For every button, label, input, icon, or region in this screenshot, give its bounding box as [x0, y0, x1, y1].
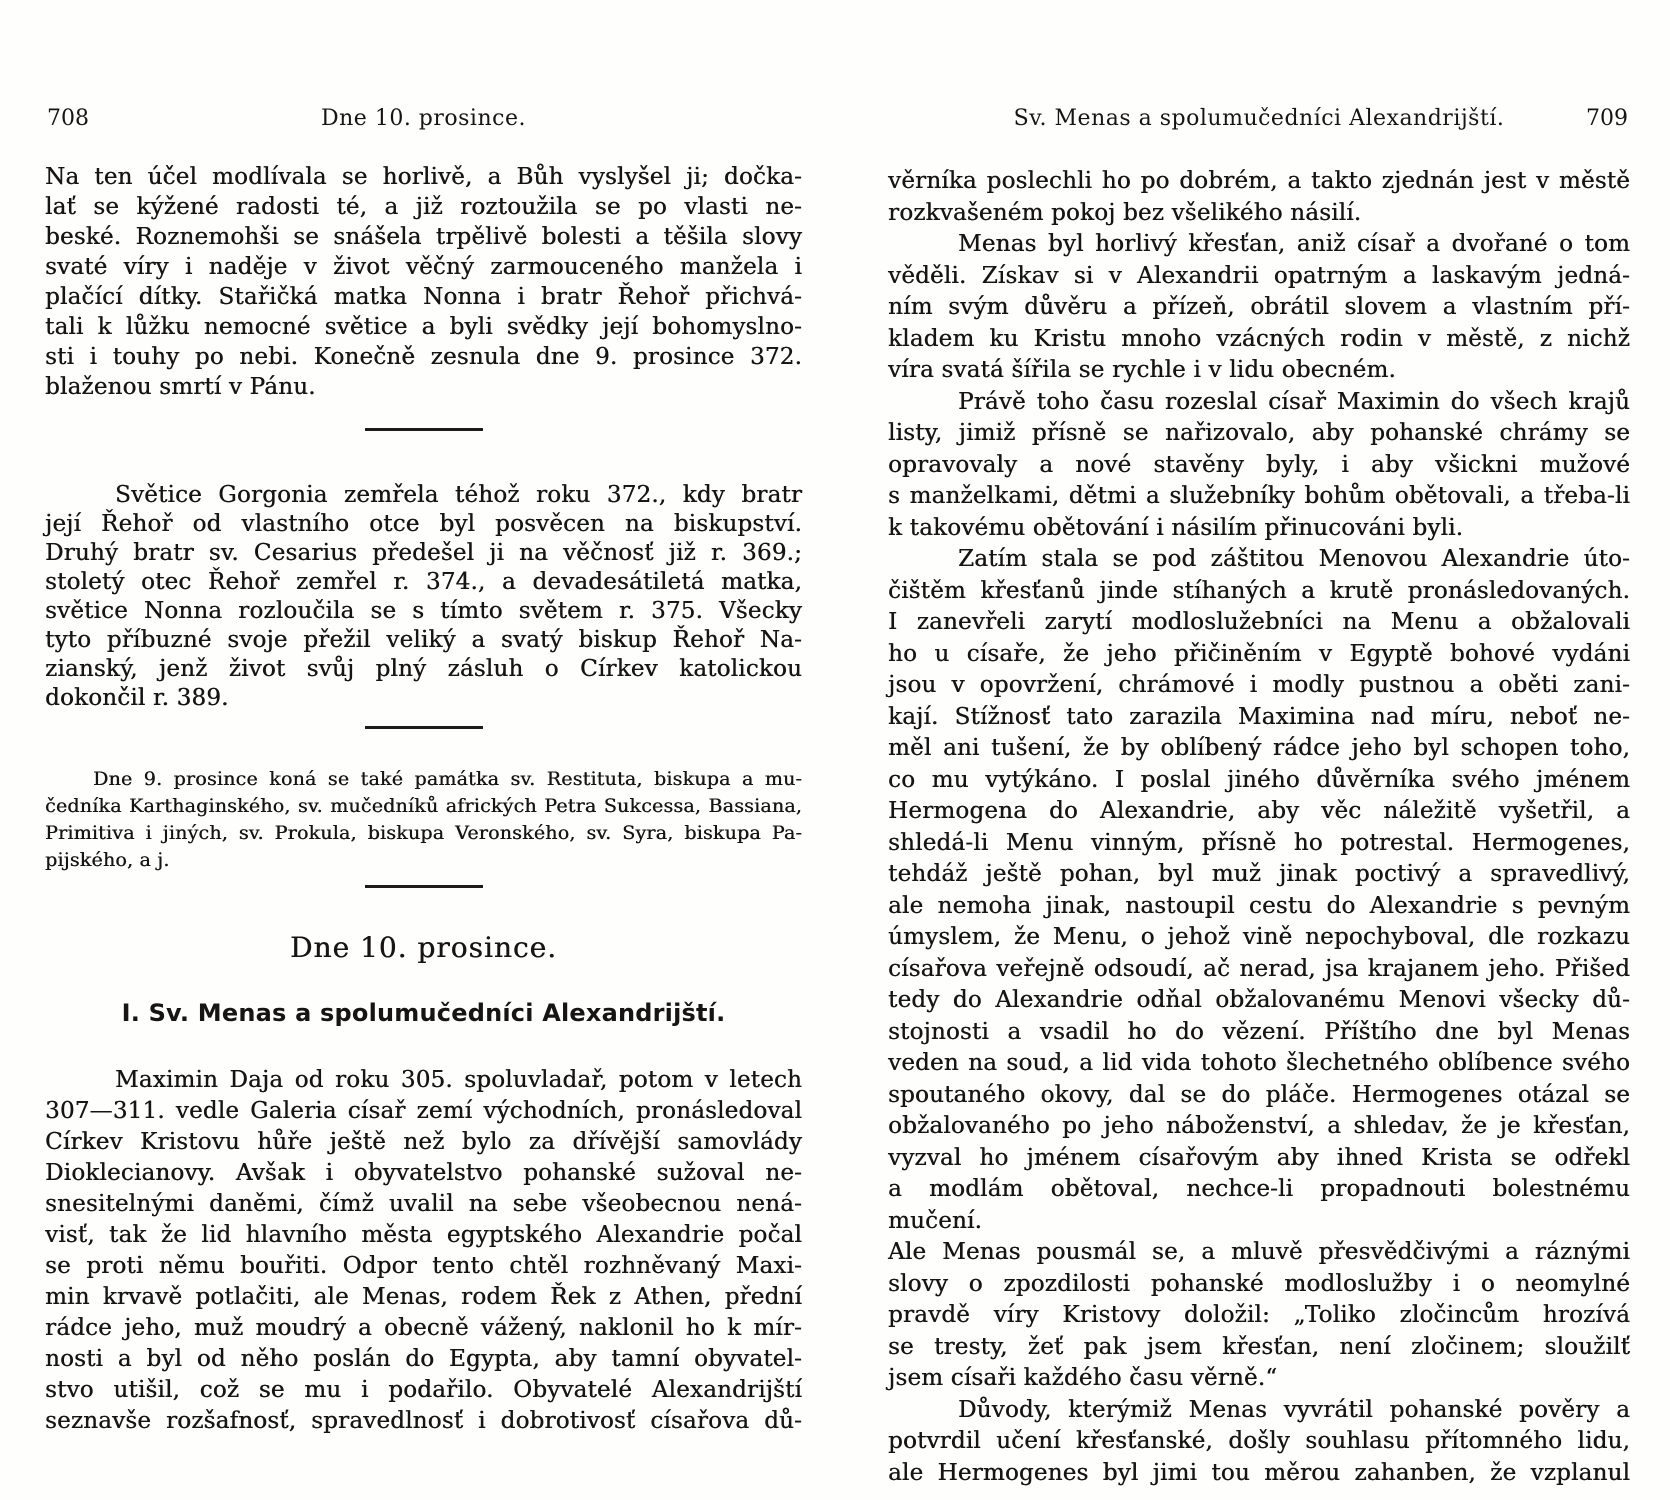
chapter-heading: I. Sv. Menas a spolumučedníci Alexandrijští.	[121, 999, 726, 1027]
text-line: ale nemoha jinak, nastoupil cestu do Alexandrie s pevným	[888, 892, 1630, 919]
text-line: ním svým důvěru a přízeň, obrátil slovem a vlastním pří-	[888, 294, 1630, 320]
text-line: tali k lůžku nemocné světice a byli svědky její bohomyslno-	[45, 314, 802, 340]
text-line: nosti a byl od něho poslán do Egypta, aby tamní obyvatel-	[45, 1346, 802, 1372]
text-line: tehdáž ještě pohan, byl muž jinak poctivý a spravedlivý,	[888, 861, 1630, 887]
text-line: a modlám obětoval, nechce-li propadnouti bolestnému mučení.	[888, 1176, 1630, 1234]
text-line: Menas byl horlivý křesťan, aniž císař a dvořané o tom	[958, 231, 1630, 257]
text-line: rozkvašeném pokoj bez všelikého násilí.	[888, 199, 1362, 226]
note-paragraph-dec9-commemorations	[45, 766, 802, 874]
text-line: tyto příbuzné svoje přežil veliký a svatý biskup Řehoř Na-	[45, 627, 802, 653]
text-line: měl ani tušení, že by oblíbený rádce jeho byl schopen toho,	[888, 735, 1630, 761]
paragraph-gorgonia-death	[45, 162, 802, 402]
text-line: Právě toho času rozeslal císař Maximin do všech krajů	[958, 388, 1630, 415]
right-running-header	[888, 106, 1630, 132]
text-line: Světice Gorgonia zemřela téhož roku 372., kdy bratr	[115, 482, 802, 508]
text-line: Druhý bratr sv. Cesarius předešel ji na věčnosť již r. 369.;	[45, 540, 802, 566]
text-line: sti i touhy po nebi. Konečně zesnula dne 9. prosince 372.	[45, 344, 802, 370]
text-line: snesitelnými daněmi, čímž uvalil na sebe všeobecnou nená-	[45, 1191, 802, 1217]
text-line: věrníka poslechli ho po dobrém, a takto zjednán jest v městě	[888, 168, 1630, 194]
paragraph-maximin-daja	[45, 1065, 802, 1437]
text-line: co mu vytýkáno. I poslal jiného důvěrníka svého jménem	[888, 766, 1630, 793]
text-line: ho u císaře, že jeho přičiněním v Egyptě bohové vydáni	[888, 640, 1630, 667]
text-line: se tresty, žeť pak jsem křesťan, není zločinem; sloužilť	[888, 1333, 1630, 1360]
paragraph-accusation-trial	[888, 544, 1630, 1395]
text-line: rádce jeho, muž moudrý a obecně vážený, naklonil ho k mír-	[45, 1315, 802, 1341]
text-line: dokončil r. 389.	[45, 685, 229, 711]
section-divider	[365, 726, 483, 729]
text-line: pravdě víry Kristovy doložil: „Toliko zločincům hrozívá	[888, 1302, 1630, 1328]
text-line: s manželkami, dětmi a služebníky bohům obětovali, a třeba-li	[888, 483, 1630, 509]
text-line: kladem ku Kristu mnoho vzácných rodin v městě, z nichž	[888, 325, 1630, 352]
text-line: tedy do Alexandrie odňal obžalovanému Menovi všecky dů-	[888, 987, 1630, 1013]
right-page-number: 709	[1586, 106, 1628, 131]
text-line: světice Nonna rozloučila se s tímto světem r. 375. Všecky	[45, 598, 802, 624]
text-line: víra svatá šířila se rychle i v lidu obecném.	[888, 357, 1396, 383]
text-line: pijského, a j.	[45, 849, 170, 871]
text-line: jsem císaři každého času věrně.“	[888, 1365, 1278, 1391]
text-line: lať se kýžené radosti té, a již roztoužila se po vlasti ne-	[45, 194, 802, 220]
text-line: plačící dítky. Stařičká matka Nonna i bratr Řehoř přichvá-	[45, 284, 802, 310]
left-running-title: Dne 10. prosince.	[321, 106, 526, 131]
left-page	[45, 0, 802, 1437]
text-line: 307—311. vedle Galeria císař zemí východních, pronásledoval	[45, 1098, 802, 1124]
text-line: slovy o zpozdilosti pohanské modloslužby i o neomylné	[888, 1270, 1630, 1297]
text-line: Primitiva i jiných, sv. Prokula, biskupa Veronského, sv. Syra, biskupa Pa-	[45, 822, 802, 844]
text-line: Církev Kristovu hůře ještě než bylo za dřívější samovlády	[45, 1129, 802, 1155]
date-heading: Dne 10. prosince.	[289, 931, 558, 964]
section-divider	[365, 428, 483, 431]
text-line: k takovému obětování i násilím přinucováni byli.	[888, 514, 1464, 541]
text-line: svaté víry i naděje v život věčný zarmouceného manžela i	[45, 254, 802, 280]
text-line: Maximin Daja od roku 305. spoluvladař, potom v letech	[115, 1067, 802, 1093]
paragraph-maximin-edicts	[888, 387, 1630, 545]
text-line: Zatím stala se pod záštitou Menovou Alexandrie úto-	[958, 546, 1630, 572]
text-line: se proti němu bouřiti. Odpor tento chtěl rozhněvaný Maxi-	[45, 1253, 802, 1279]
text-line: veden na soud, a lid vida tohoto šlechetného oblíbence svého	[888, 1050, 1630, 1076]
text-line: obžalovaného po jeho náboženství, a shledav, že je křesťan,	[888, 1113, 1630, 1139]
text-line: Dne 9. prosince koná se také památka sv. Restituta, biskupa a mu-	[93, 768, 802, 790]
text-line: její Řehoř od vlastního otce byl posvěcen na biskupství.	[45, 511, 802, 537]
text-line: ale Hermogenes byl jimi tou měrou zahanben, že vzplanul	[888, 1459, 1630, 1486]
right-page	[888, 0, 1630, 1489]
paragraph-gorgonia-family	[45, 481, 802, 713]
text-line: čištěm křesťanů jinde stíhaných a krutě pronásledovaných.	[888, 577, 1630, 604]
text-line: Dioklecianovy. Avšak i obyvatelstvo pohanské sužoval ne-	[45, 1160, 802, 1186]
right-running-title: Sv. Menas a spolumučedníci Alexandrijští.	[1013, 106, 1505, 131]
text-line: blaženou smrtí v Pánu.	[45, 374, 316, 400]
text-line: stvo utišil, což se mu i podařilo. Obyvatelé Alexandrijští	[45, 1377, 802, 1403]
paragraph-city-peace	[888, 166, 1630, 229]
paragraph-menas-christian	[888, 229, 1630, 387]
text-line: min krvavě potlačiti, ale Menas, rodem Řek z Athen, přední	[45, 1284, 802, 1310]
paragraph-hermogenes-shamed	[888, 1395, 1630, 1490]
text-line: stoletý otec Řehoř zemřel r. 374., a devadesátiletá matka,	[45, 569, 802, 595]
text-line: stojnosti a vsadil ho do vězení. Příštího dne byl Menas	[888, 1018, 1630, 1045]
text-line: opravovaly a nové stavěny byly, i aby všickni mužové	[888, 451, 1630, 478]
text-line: I zanevřeli zarytí modloslužebníci na Menu a obžalovali	[888, 609, 1630, 635]
text-line: věděli. Získav si v Alexandrii opatrným a laskavým jedná-	[888, 262, 1630, 289]
section-divider	[365, 885, 483, 888]
text-line: visť, tak že lid hlavního města egyptského Alexandrie počal	[45, 1222, 802, 1248]
text-line: Ale Menas pousmál se, a mluvě přesvědčivými a ráznými	[888, 1239, 1630, 1265]
text-line: vyzval ho jménem císařovým aby ihned Krista se odřekl	[888, 1144, 1630, 1171]
text-line: úmyslem, že Menu, o jehož vině nepochyboval, dle rozkazu	[888, 924, 1630, 950]
text-line: císařova veřejně odsoudí, ač nerad, jsa krajanem jeho. Přišed	[888, 955, 1630, 982]
text-line: Na ten účel modlívala se horlivě, a Bůh vyslyšel ji; dočka-	[45, 164, 802, 190]
text-line: kají. Stížnosť tato zarazila Maximina nad míru, neboť ne-	[888, 703, 1630, 730]
text-line: Hermogena do Alexandrie, aby věc náležitě vyšetřil, a	[888, 798, 1630, 824]
text-line: listy, jimiž přísně se nařizovalo, aby pohanské chrámy se	[888, 420, 1630, 446]
text-line: seznavše rozšafnosť, spravedlnosť i dobrotivosť císařova dů-	[45, 1408, 802, 1434]
text-line: zianský, jenž život svůj plný zásluh o Církev katolickou	[45, 656, 802, 682]
text-line: spoutaného okovy, dal se do pláče. Hermogenes otázal se	[888, 1081, 1630, 1108]
text-line: jsou v opovržení, chrámové i modly pustnou a oběti zani-	[888, 672, 1630, 698]
text-line: Důvody, kterýmiž Menas vyvrátil pohanské pověry a	[958, 1396, 1630, 1423]
left-running-header	[45, 106, 802, 132]
text-line: shledá-li Menu vinným, přísně ho potrestal. Hermogenes,	[888, 829, 1630, 856]
text-line: potvrdil učení křesťanské, došly souhlasu přítomného lidu,	[888, 1428, 1630, 1454]
text-line: čedníka Karthaginského, sv. mučedníků afrických Petra Sukcessa, Bassiana,	[45, 795, 802, 817]
text-line: beské. Roznemohši se snášela trpělivě bolesti a těšila slovy	[45, 224, 802, 250]
left-page-number: 708	[47, 106, 89, 131]
